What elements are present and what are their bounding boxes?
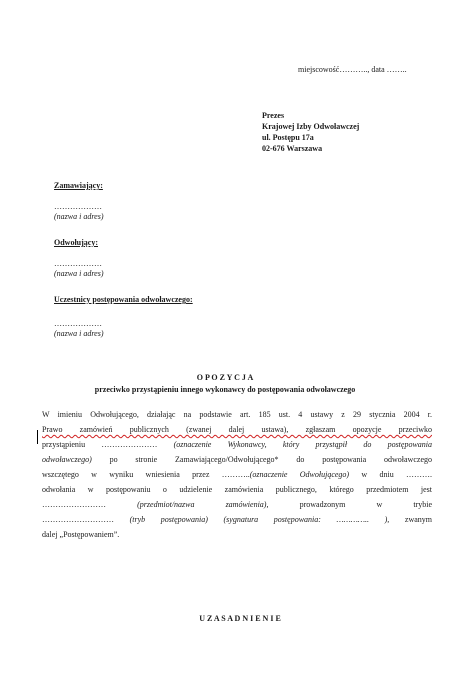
document-subtitle: przeciwko przystąpieniu innego wykonawcy do postępowania odwoławczego bbox=[94, 385, 356, 394]
document-title: O P O Z Y C J A bbox=[196, 373, 254, 382]
body-paragraph[interactable] bbox=[42, 407, 432, 542]
party-dots-odwolujacy: ……………… bbox=[54, 259, 102, 268]
body-line-2: Prawo zamówień publicznych (zwanej dalej ustawa), zgłaszam opozycje przeciwko bbox=[42, 425, 432, 434]
party-dots-zamawiajacy: ……………… bbox=[54, 202, 102, 211]
body-line-9: dalej „Postępowaniem”. bbox=[42, 530, 120, 539]
party-label-zamawiajacy: Zamawiający: bbox=[54, 181, 103, 190]
recipient-title: Prezes bbox=[262, 111, 285, 120]
body-line-3: przystąpieniu ………………… (oznaczenie Wykonawcy, który przystąpił do postępowania bbox=[42, 440, 433, 449]
party-dots-uczestnicy: ……………… bbox=[54, 319, 102, 328]
party-label-uczestnicy: Uczestnicy postępowania odwoławczego: bbox=[54, 295, 193, 304]
recipient-institution: Krajowej Izby Odwoławczej bbox=[262, 122, 360, 131]
party-label-odwolujacy: Odwołujący: bbox=[54, 238, 98, 247]
recipient-city: 02-676 Warszawa bbox=[262, 144, 323, 153]
party-hint-zamawiajacy: (nazwa i adres) bbox=[54, 212, 104, 221]
body-line-7: …………………… (przedmiot/nazwa zamówienia), prowadzonym w trybie bbox=[42, 500, 433, 509]
text-cursor bbox=[37, 430, 38, 444]
recipient-street: ul. Postępu 17a bbox=[262, 133, 314, 142]
section-heading: U Z A S A D N I E N I E bbox=[199, 614, 281, 623]
body-line-1: W imieniu Odwołującego, działając na podstawie art. 185 ust. 4 ustawy z 29 stycznia 2004 r. bbox=[42, 410, 432, 419]
party-hint-odwolujacy: (nazwa i adres) bbox=[54, 269, 104, 278]
body-line-6: odwołania w postępowaniu o udzielenie zamówienia publicznego, którego przedmiotem jest bbox=[42, 485, 432, 494]
body-line-5: wszczętego w wyniku wniesienia przez ………..(oznaczenie Odwołującego) w dniu ………. bbox=[42, 470, 433, 479]
body-line-8: ……………………… (tryb postępowania) (sygnatura postępowania: ………….. ), zwanym bbox=[42, 515, 433, 524]
place-date-line: miejscowość……….., data …….. bbox=[298, 65, 407, 74]
party-hint-uczestnicy: (nazwa i adres) bbox=[54, 329, 104, 338]
body-line-4: odwoławczego) po stronie Zamawiającego/Odwołującego* do postępowania odwoławczego bbox=[42, 455, 432, 464]
